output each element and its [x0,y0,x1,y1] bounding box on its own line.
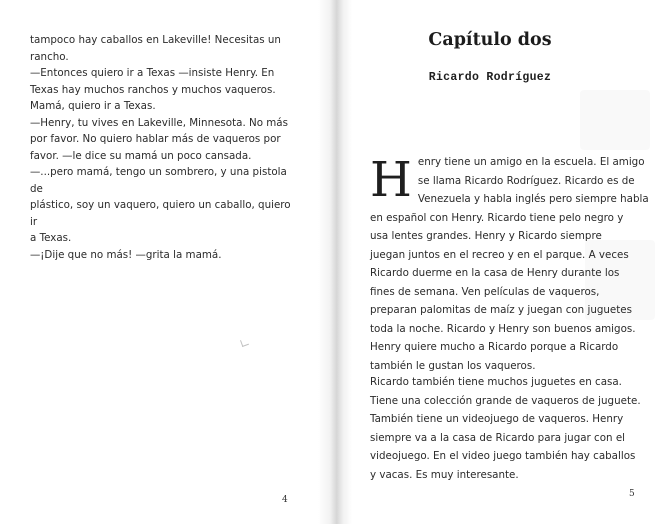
right-page [330,0,672,524]
faded-background-art [580,90,650,150]
text-line: en español con Henry. Ricardo tiene pelo negro y [370,211,624,224]
text-line: favor. —le dice su mamá un poco cansada. [30,149,252,162]
paragraph-1 [370,152,649,375]
text-line: plástico, soy un vaquero, quiero un caballo, quiero ir [30,199,291,228]
text-line: tampoco hay caballos en Lakeville! Necesitas un [30,34,281,46]
text-line: por favor. No quiero hablar más de vaqueros por [30,133,281,145]
paragraph-2 [370,373,641,484]
pencil-mark [240,338,249,347]
drop-cap: H [370,152,412,208]
text-line: a Texas. [30,232,72,244]
text-line: —Henry, tu vives en Lakeville, Minnesota. No más [30,116,288,129]
text-line: toda la noche. Ricardo y Henry son buenos amigos. [370,322,636,335]
chapter-subtitle: Ricardo Rodríguez [428,71,552,84]
text-line: siempre va a la casa de Ricardo para jugar con el [370,431,626,444]
text-line: —¡Dije que no más! —grita la mamá. [30,248,222,261]
text-line: Venezuela y habla inglés pero siempre habla [417,193,649,205]
page-number-left: 4 [282,495,288,505]
text-line: enry tiene un amigo en la escuela. El amigo [417,156,645,168]
text-line: Mamá, quiero ir a Texas. [30,100,156,112]
text-line: —Entonces quiero ir a Texas —insiste Henry. En [30,67,275,79]
left-page-text [30,32,298,263]
text-line: Henry quiere mucho a Ricardo porque a Ricardo [370,341,619,353]
chapter-title: Capítulo dos [428,30,552,50]
text-line: Ricardo duerme en la casa de Henry durante los [370,267,620,279]
text-line: juegan juntos en el recreo y en el parque. A veces [370,248,629,261]
text-line: —...pero mamá, tengo un sombrero, y una pistola de [30,166,287,195]
text-line: y vacas. Es muy interesante. [370,468,519,481]
text-line: preparan palomitas de maíz y juegan con juguetes [370,304,632,316]
text-line: Texas hay muchos ranchos y muchos vaqueros. [30,83,276,96]
text-line: videojuego. En el video juego también hay caballos [370,450,636,462]
left-page [0,0,330,524]
page-number-right: 5 [629,489,635,499]
text-line: usa lentes grandes. Henry y Ricardo siempre [370,230,602,242]
text-line: se llama Ricardo Rodríguez. Ricardo es de [417,174,635,187]
text-line: fines de semana. Ven películas de vaqueros, [370,285,600,298]
text-line: Ricardo también tiene muchos juguetes en casa. [370,376,622,388]
book-spine-shadow [318,0,352,524]
text-line: también le gustan los vaqueros. [370,359,536,372]
text-line: Tiene una colección grande de vaqueros de juguete. [370,394,641,407]
text-line: rancho. [30,50,69,63]
text-line: También tiene un videojuego de vaqueros. Henry [370,413,624,425]
